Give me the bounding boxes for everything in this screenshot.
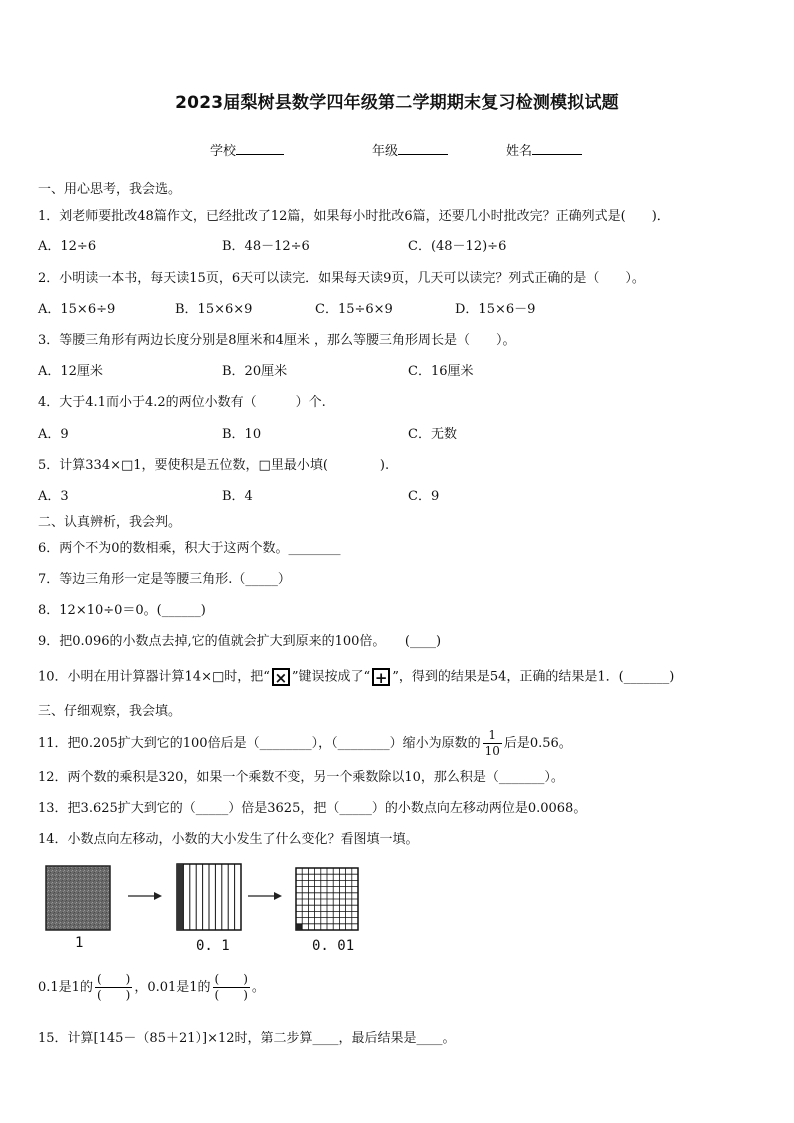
decimal-grid-figure (40, 858, 400, 938)
q14-fill-text-1: 0.1是1的 (38, 980, 93, 995)
question-14: 14．小数点向左移动，小数的大小发生了什么变化？看图填一填。 (38, 832, 419, 847)
q2-option-d[interactable]: D．15×6－9 (455, 302, 536, 317)
question-15: 15．计算[145－（85＋21）]×12时，第二步算____，最后结果是____。 (38, 1031, 456, 1046)
arrow-1-icon (128, 892, 162, 900)
hundredths-square (296, 868, 358, 930)
answer-fraction-2-numerator[interactable]: ( ) (214, 972, 248, 986)
q3-option-b[interactable]: B．20厘米 (222, 364, 288, 379)
section-3-heading: 三、仔细观察，我会填。 (38, 704, 182, 719)
arrow-2-icon (248, 892, 282, 900)
q14-fill-text-3: 。 (251, 980, 265, 995)
label-one-tenth: 0. 1 (196, 938, 230, 954)
question-2: 2．小明读一本书，每天读15页，6天可以读完．如果每天读9页，几天可以读完？列式正确的是（ ）。 (38, 271, 645, 286)
q1-option-a[interactable]: A．12÷6 (38, 239, 97, 254)
q5-option-b[interactable]: B．4 (222, 489, 253, 504)
question-4: 4．大于4.1而小于4.2的两位小数有（ ）个. (38, 395, 326, 410)
plus-key-icon: + (372, 668, 390, 686)
name-blank[interactable] (532, 142, 582, 155)
fraction-numerator: 1 (483, 728, 502, 744)
grade-field (372, 140, 448, 159)
q10-text-1: 10．小明在用计算器计算14×□时，把“ (38, 669, 270, 685)
page-title: 2023届梨树县数学四年级第二学期期末复习检测模拟试题 (175, 93, 619, 113)
grade-label: 年级 (372, 144, 399, 159)
q5-option-a[interactable]: A．3 (38, 489, 69, 504)
section-1-heading: 一、用心思考，我会选。 (38, 182, 182, 197)
school-blank[interactable] (236, 142, 284, 155)
question-13: 13．把3.625扩大到它的（_____）倍是3625，把（_____）的小数点向左移动两位是0.0068。 (38, 801, 587, 816)
question-9: 9．把0.096的小数点去掉,它的值就会扩大到原来的100倍。 (____) (38, 634, 442, 649)
answer-fraction-1[interactable] (95, 972, 132, 1003)
q2-option-b[interactable]: B．15×6×9 (175, 302, 253, 317)
answer-fraction-2[interactable] (213, 972, 250, 1003)
q2-option-c[interactable]: C．15÷6×9 (315, 302, 393, 317)
times-key-icon: × (272, 668, 290, 686)
question-14-fill (38, 972, 265, 1003)
question-11 (38, 728, 572, 759)
question-3: 3．等腰三角形有两边长度分别是8厘米和4厘米 ，那么等腰三角形周长是（ ）。 (38, 333, 516, 348)
name-field (506, 140, 582, 159)
q4-option-c[interactable]: C．无数 (408, 427, 457, 442)
school-label: 学校 (210, 144, 237, 159)
tenths-square (177, 864, 241, 930)
question-1: 1．刘老师要批改48篇作文，已经批改了12篇，如果每小时批改6篇，还要几小时批改完？正确列式是( )． (38, 209, 670, 224)
whole-square (46, 866, 110, 930)
q14-fill-text-2: ，0.01是1的 (134, 980, 211, 995)
name-label: 姓名 (506, 144, 533, 159)
label-one-hundredth: 0. 01 (312, 938, 355, 954)
question-8: 8．12×10÷0＝0。(______) (38, 603, 206, 618)
q11-text-1: 11．把0.205扩大到它的100倍后是（________），（________）缩小为原数的 (38, 736, 481, 751)
fraction-denominator: 10 (484, 744, 500, 758)
q4-option-b[interactable]: B．10 (222, 427, 262, 442)
label-one: 1 (75, 935, 84, 951)
section-2-heading: 二、认真辨析，我会判。 (38, 515, 182, 530)
q11-text-2: 后是0.56。 (503, 736, 572, 751)
q1-option-c[interactable]: C．(48－12)÷6 (408, 239, 507, 254)
answer-fraction-2-denominator[interactable]: ( ) (214, 988, 248, 1002)
q5-option-c[interactable]: C．9 (408, 489, 440, 504)
q4-option-a[interactable]: A．9 (38, 427, 69, 442)
grade-blank[interactable] (398, 142, 448, 155)
q1-option-b[interactable]: B．48－12÷6 (222, 239, 310, 254)
q10-text-2: ”键误按成了“ (291, 669, 371, 685)
q3-option-c[interactable]: C．16厘米 (408, 364, 474, 379)
q2-option-a[interactable]: A．15×6÷9 (38, 302, 116, 317)
question-10 (38, 668, 674, 687)
question-7: 7．等边三角形一定是等腰三角形.（_____） (38, 572, 291, 587)
answer-fraction-1-numerator[interactable]: ( ) (96, 972, 131, 986)
answer-fraction-1-denominator[interactable]: ( ) (96, 988, 131, 1002)
question-5: 5．计算334×□1，要使积是五位数，□里最小填( ). (38, 458, 390, 473)
q3-option-a[interactable]: A．12厘米 (38, 364, 103, 379)
question-6: 6．两个不为0的数相乘，积大于这两个数。________ (38, 541, 341, 556)
q10-text-3: ”，得到的结果是54，正确的结果是1．(_______) (392, 669, 675, 685)
question-12: 12．两个数的乘积是320，如果一个乘数不变，另一个乘数除以10，那么积是（_______）。 (38, 770, 564, 785)
school-field (210, 140, 284, 159)
fraction-one-tenth (483, 728, 502, 759)
